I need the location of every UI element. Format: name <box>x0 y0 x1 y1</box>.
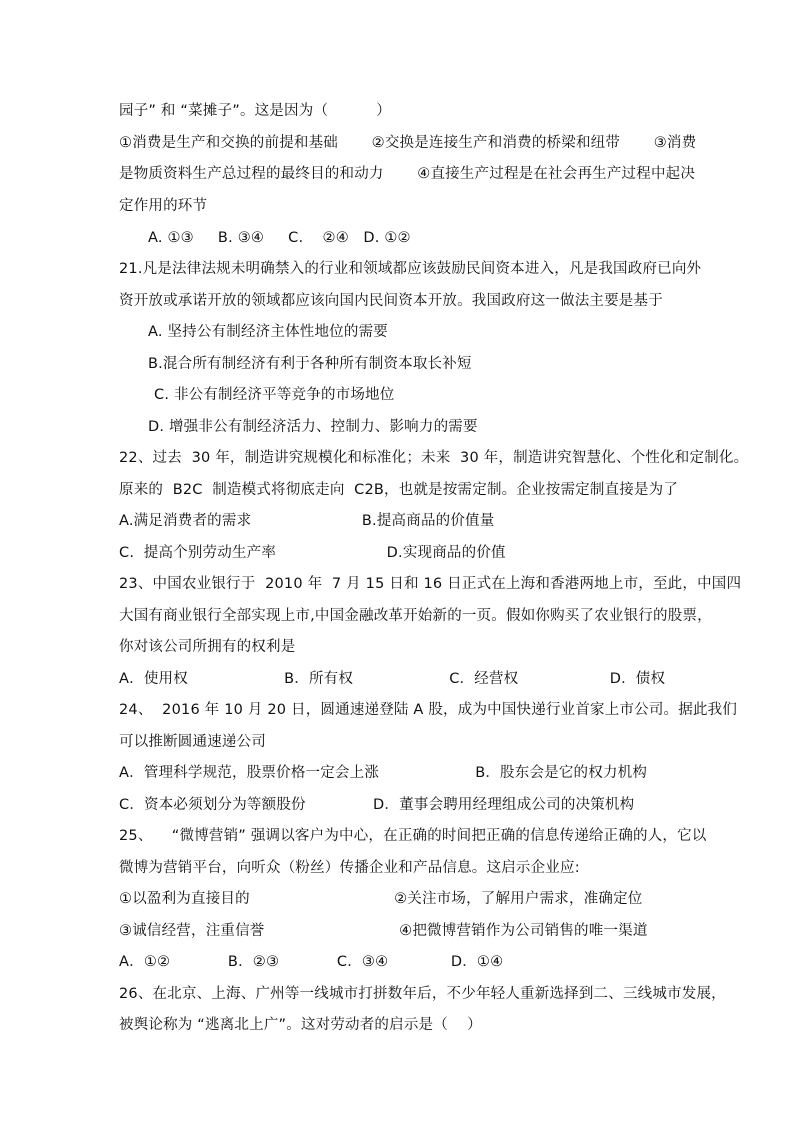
q25-stem-line-2: 微博为营销平台，向听众（粉丝）传播企业和产品信息。这启示企业应: <box>119 860 580 876</box>
q23-stem-line-1: 23、中国农业银行于 2010 年 7 月 15 日和 16 日正式在上海和香港两地上市，至此，中国四 <box>119 576 742 592</box>
q24-options-ab: A．管理科学规范，股票价格一定会上涨 B．股东会是它的权力机构 <box>119 765 648 781</box>
q20-statements-line-2: 是物质资料生产总过程的最终目的和动力 ④直接生产过程是在社会再生产过程中起决 <box>119 166 696 182</box>
q21-option-a: A. 坚持公有制经济主体性地位的需要 <box>148 324 388 340</box>
q21-option-d: D. 增强非公有制经济活力、控制力、影响力的需要 <box>148 419 478 435</box>
q20-statements-line-3: 定作用的环节 <box>119 198 208 214</box>
q21-stem-line-1: 21.凡是法律法规未明确禁入的行业和领域都应该鼓励民间资本进入，凡是我国政府已向外 <box>119 261 702 277</box>
q26-stem-line-2: 被舆论称为 “逃离北上广”。这对劳动者的启示是（ ） <box>119 1017 482 1033</box>
q21-option-b: B.混合所有制经济有利于各种所有制资本取长补短 <box>148 356 472 372</box>
q22-stem-line-1: 22、过去 30 年，制造讲究规模化和标准化；未来 30 年，制造讲究智慧化、个性化和定制化。 <box>119 450 749 466</box>
q20-options: A. ①③ B. ③④ C. ②④ D. ①② <box>148 230 411 246</box>
q20-stem-line: 园子” 和 “菜摊子”。这是因为（ ） <box>119 103 391 119</box>
q25-statements-line-2: ③诚信经营，注重信誉 ④把微博营销作为公司销售的唯一渠道 <box>119 923 648 939</box>
q22-options-cd: C. 提高个别劳动生产率 D.实现商品的价值 <box>119 545 506 561</box>
q21-stem-line-2: 资开放或承诺开放的领域都应该向国内民间资本开放。我国政府这一做法主要是基于 <box>119 293 663 309</box>
q20-statements-line-1: ①消费是生产和交换的前提和基础 ②交换是连接生产和消费的桥梁和纽带 ③消费 <box>119 135 697 151</box>
q26-stem-line-1: 26、在北京、上海、广州等一线城市打拼数年后，不少年轻人重新选择到二、三线城市发展， <box>119 986 726 1002</box>
q22-stem-line-2: 原来的 B2C 制造模式将彻底走向 C2B，也就是按需定制。企业按需定制直接是为了 <box>119 482 679 498</box>
q25-stem-line-1: 25、 “微博营销” 强调以客户为中心，在正确的时间把正确的信息传递给正确的人，它以 <box>119 828 707 844</box>
q24-stem-line-1: 24、 2016 年 10 月 20 日，圆通速递登陆 A 股，成为中国快递行业首家上市公司。据此我们 <box>119 702 738 718</box>
q25-statements-line-1: ①以盈利为直接目的 ②关注市场，了解用户需求，准确定位 <box>119 891 643 907</box>
q25-options: A．①② B．②③ C．③④ D．①④ <box>119 954 504 970</box>
q24-stem-line-2: 可以推断圆通速递公司 <box>119 734 266 750</box>
q23-stem-line-2: 大国有商业银行全部实现上市,中国金融改革开始新的一页。假如你购买了农业银行的股票， <box>119 608 712 624</box>
q24-options-cd: C．资本必须划分为等额股份 D．董事会聘用经理组成公司的决策机构 <box>119 797 635 813</box>
q21-option-c: C. 非公有制经济平等竞争的市场地位 <box>154 387 395 403</box>
q23-options: A．使用权 B．所有权 C．经营权 D．债权 <box>119 671 666 687</box>
q23-stem-line-3: 你对该公司所拥有的权利是 <box>119 639 296 655</box>
q22-options-ab: A.满足消费者的需求 B.提高商品的价值量 <box>119 513 495 529</box>
